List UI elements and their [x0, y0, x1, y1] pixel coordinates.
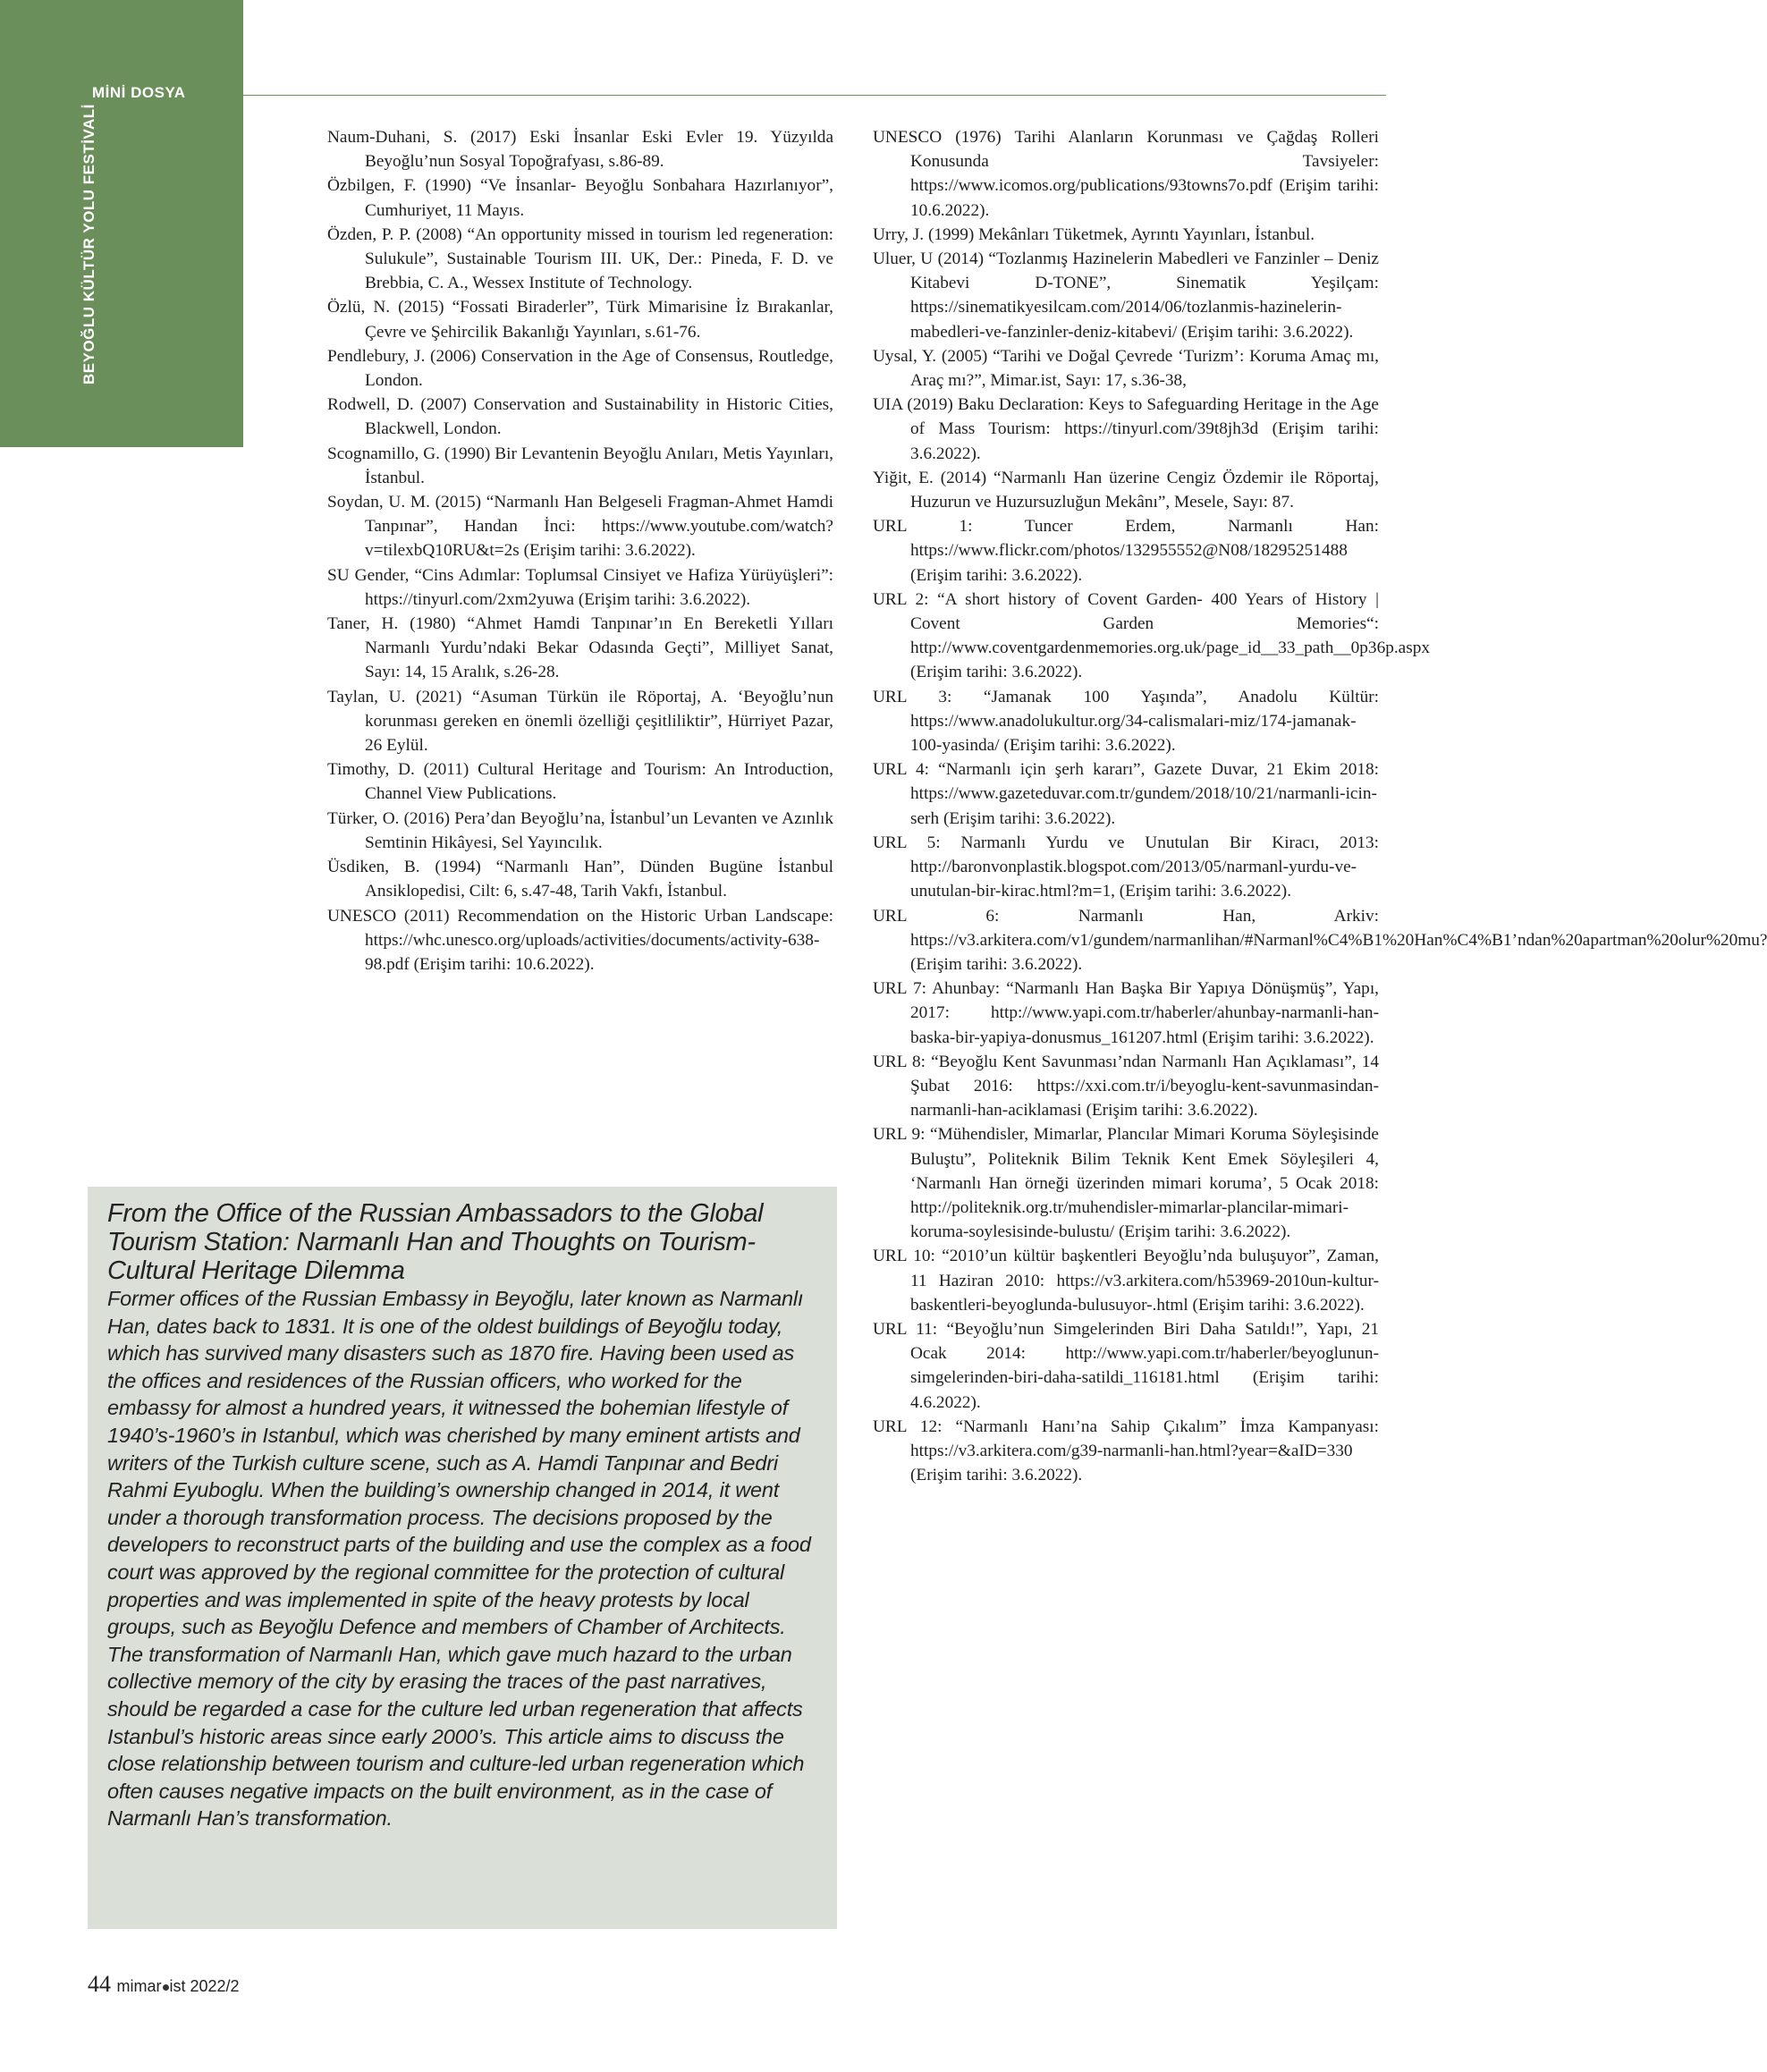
reference-entry: Özden, P. P. (2008) “An opportunity missed in tourism led regeneration: Sulukule”, Sustainable Tourism III. UK, Der.: Pineda, F. D. ve Brebbia, C. A., Wessex Institute of Technology.	[327, 224, 833, 293]
publication-name-left: mimar	[116, 1977, 162, 1995]
references-left-column	[327, 125, 833, 977]
publication-name	[117, 1977, 240, 1995]
abstract-title: From the Office of the Russian Ambassadors to the Global Tourism Station: Narmanlı Han and Thoughts on Tourism-Cultural Heritage Dilemma	[107, 1199, 764, 1285]
page-footer	[88, 1971, 240, 1998]
reference-entry: URL 10: “2010’un kültür başkentleri Beyoğlu’nda buluşuyor”, Zaman, 11 Haziran 2010: https://v3.arkitera.com/h53969-2010un-kultur-baskentleri-beyoglunda-bulusuyor-.html (Erişim tarihi: 3.6.2022).	[873, 1247, 1379, 1315]
reference-entry: Naum-Duhani, S. (2017) Eski İnsanlar Eski Evler 19. Yüzyılda Beyoğlu’nun Sosyal Topoğrafyası, s.86-89.	[327, 128, 833, 172]
reference-entry: Taner, H. (1980) “Ahmet Hamdi Tanpınar’ın En Bereketli Yılları Narmanlı Yurdu’ndaki Bekar Odasında Geçti”, Milliyet Sanat, Sayı: 14, 15 Aralık, s.26-28.	[327, 614, 833, 682]
green-header-bar	[0, 0, 243, 447]
english-abstract-box	[88, 1187, 837, 1929]
reference-entry: URL 12: “Narmanlı Hanı’na Sahip Çıkalım” İmza Kampanyası: https://v3.arkitera.com/g39-narmanli-han.html?year=&aID=330 (Erişim tarihi: 3.6.2022).	[873, 1417, 1379, 1485]
reference-entry: Türker, O. (2016) Pera’dan Beyoğlu’na, İstanbul’un Levanten ve Azınlık Semtinin Hikâyesi, Sel Yayıncılık.	[327, 808, 833, 852]
reference-entry: URL 4: “Narmanlı için şerh kararı”, Gazete Duvar, 21 Ekim 2018: https://www.gazeteduvar.com.tr/gundem/2018/10/21/narmanli-icin-serh (Erişim tarihi: 3.6.2022).	[873, 760, 1379, 828]
reference-entry: Uluer, U (2014) “Tozlanmış Hazinelerin Mabedleri ve Fanzinler – Deniz Kitabevi D-TONE”, Sinematik Yeşilçam: https://sinematikyesilcam.com/2014/06/tozlanmis-hazinelerin-mabedleri-ve-fanzinler-deniz-kitabevi/ (Erişim tarihi: 3.6.2022).	[873, 249, 1379, 342]
reference-entry: URL 11: “Beyoğlu’nun Simgelerinden Biri Daha Satıldı!”, Yapı, 21 Ocak 2014: http://www.yapi.com.tr/haberler/beyoglunun-simgelerinden-biri-daha-satildi_116181.html (Erişim tarihi: 4.6.2022).	[873, 1319, 1379, 1412]
reference-entry: UNESCO (1976) Tarihi Alanların Korunması ve Çağdaş Rolleri Konusunda Tavsiyeler: https://www.icomos.org/publications/93towns7o.pdf (Erişim tarihi: 10.6.2022).	[873, 128, 1379, 220]
bullet-icon	[163, 1984, 169, 1991]
reference-entry: URL 5: Narmanlı Yurdu ve Unutulan Bir Kiracı, 2013: http://baronvonplastik.blogspot.com/2013/05/narmanl-yurdu-ve-unutulan-bir-kirac.html?m=1, (Erişim tarihi: 3.6.2022).	[873, 833, 1379, 901]
reference-entry: URL 7: Ahunbay: “Narmanlı Han Başka Bir Yapıya Dönüşmüş”, Yapı, 2017: http://www.yapi.com.tr/haberler/ahunbay-narmanli-han-baska-bir-yapiya-donusmus_161207.html (Erişim tarihi: 3.6.2022).	[873, 979, 1379, 1047]
publication-name-right: ist 2022/2	[169, 1977, 240, 1995]
reference-entry: Timothy, D. (2011) Cultural Heritage and Tourism: An Introduction, Channel View Publications.	[327, 760, 833, 804]
reference-entry: Taylan, U. (2021) “Asuman Türkün ile Röportaj, A. ‘Beyoğlu’nun korunması gereken en önemli özelliği çeşitliliktir”, Hürriyet Pazar, 26 Eylül.	[327, 687, 833, 756]
reference-entry: Özbilgen, F. (1990) “Ve İnsanlar- Beyoğlu Sonbahara Hazırlanıyor”, Cumhuriyet, 11 Mayıs.	[327, 176, 833, 220]
reference-entry: Rodwell, D. (2007) Conservation and Sustainability in Historic Cities, Blackwell, London.	[327, 395, 833, 439]
header-rule	[188, 95, 1386, 96]
references-right-column	[873, 125, 1767, 1487]
reference-entry: UIA (2019) Baku Declaration: Keys to Safeguarding Heritage in the Age of Mass Tourism: https://tinyurl.com/39t8jh3d (Erişim tarihi: 3.6.2022).	[873, 395, 1379, 463]
abstract-body: Former offices of the Russian Embassy in Beyoğlu, later known as Narmanlı Han, dates back to 1831. It is one of the oldest buildings of Beyoğlu today, which has survived many disasters such as 1870 fire. Having been used as the offices and residences of the Russian officers, who worked for the embassy for almost a hundred years, it witnessed the bohemian lifestyle of 1940’s-1960’s in Istanbul, which was cherished by many eminent artists and writers of the Turkish culture scene, such as A. Hamdi Tanpınar and Bedri Rahmi Eyuboglu. When the building’s ownership changed in 2014, it went under a thorough transformation process. The decisions proposed by the developers to reconstruct parts of the building and use the complex as a food court was approved by the regional committee for the protection of cultural properties and was implemented in spite of the heavy protests by local groups, such as Beyoğlu Defence and members of Chamber of Architects. The transformation of Narmanlı Han, which gave much hazard to the urban collective memory of the city by erasing the traces of the past narratives, should be regarded a case for the culture led urban regeneration that affects Istanbul’s historic areas since early 2000’s. This article aims to discuss the close relationship between tourism and culture-led urban regeneration which often causes negative impacts on the built environment, as in the case of Narmanlı Han’s transformation.	[107, 1287, 811, 1831]
page-number: 44	[88, 1971, 111, 1997]
reference-entry: Üsdiken, B. (1994) “Narmanlı Han”, Dünden Bugüne İstanbul Ansiklopedisi, Cilt: 6, s.47-48, Tarih Vakfı, İstanbul.	[327, 858, 833, 901]
reference-entry: URL 9: “Mühendisler, Mimarlar, Plancılar Mimari Koruma Söyleşisinde Buluştu”, Politeknik Bilim Teknik Kent Emek Söyleşileri 4, ‘Narmanlı Han örneği üzerinden mimari koruma’, 5 Ocak 2018: http://politeknik.org.tr/muhendisler-mimarlar-plancilar-mimari-koruma-soylesisinde-bulustu/ (Erişim tarihi: 3.6.2022).	[873, 1125, 1379, 1242]
reference-entry: Özlü, N. (2015) “Fossati Biraderler”, Türk Mimarisine İz Bırakanlar, Çevre ve Şehircilik Bakanlığı Yayınları, s.61-76.	[327, 298, 833, 342]
section-label: MİNİ DOSYA	[92, 84, 186, 101]
reference-entry: Uysal, Y. (2005) “Tarihi ve Doğal Çevrede ‘Turizm’: Koruma Amaç mı, Araç mı?”, Mimar.ist, Sayı: 17, s.36-38,	[873, 346, 1379, 391]
reference-entry: URL 8: “Beyoğlu Kent Savunması’ndan Narmanlı Han Açıklaması”, 14 Şubat 2016: https://xxi.com.tr/i/beyoglu-kent-savunmasindan-narmanli-han-aciklamasi (Erişim tarihi: 3.6.2022).	[873, 1052, 1379, 1121]
reference-entry: URL 3: “Jamanak 100 Yaşında”, Anadolu Kültür: https://www.anadolukultur.org/34-calismalari-miz/174-jamanak-100-yasinda/ (Erişim tarihi: 3.6.2022).	[873, 687, 1379, 756]
reference-entry: URL 2: “A short history of Covent Garden- 400 Years of History | Covent Garden Memories“: http://www.coventgardenmemories.org.uk/page_id__33_path__0p36p.aspx (Erişim tarihi: 3.6.2022).	[873, 589, 1431, 682]
reference-entry: Soydan, U. M. (2015) “Narmanlı Han Belgeseli Fragman-Ahmet Hamdi Tanpınar”, Handan İnci: https://www.youtube.com/watch?v=tilexbQ10RU&t=2s (Erişim tarihi: 3.6.2022).	[327, 493, 833, 561]
reference-entry: Yiğit, E. (2014) “Narmanlı Han üzerine Cengiz Özdemir ile Röportaj, Huzurun ve Huzursuzluğun Mekânı”, Mesele, Sayı: 87.	[873, 468, 1379, 512]
vertical-section-title: BEYOĞLU KÜLTÜR YOLU FESTİVALİ	[80, 104, 97, 385]
reference-entry: Scognamillo, G. (1990) Bir Levantenin Beyoğlu Anıları, Metis Yayınları, İstanbul.	[327, 444, 833, 487]
reference-entry: Pendlebury, J. (2006) Conservation in the Age of Consensus, Routledge, London.	[327, 346, 833, 391]
reference-entry: UNESCO (2011) Recommendation on the Historic Urban Landscape: https://whc.unesco.org/uploads/activities/documents/activity-638-98.pdf (Erişim tarihi: 10.6.2022).	[327, 906, 833, 974]
reference-entry: SU Gender, “Cins Adımlar: Toplumsal Cinsiyet ve Hafiza Yürüyüşleri”: https://tinyurl.com/2xm2yuwa (Erişim tarihi: 3.6.2022).	[327, 565, 833, 609]
reference-entry: URL 6: Narmanlı Han, Arkiv: https://v3.arkitera.com/v1/gundem/narmanlihan/#Narmanl%C4%B1%20Han%C4%B1’ndan%20apartman%20olur%20mu? (Erişim tarihi: 3.6.2022).	[873, 906, 1767, 974]
reference-entry: URL 1: Tuncer Erdem, Narmanlı Han: https://www.flickr.com/photos/132955552@N08/18295251488 (Erişim tarihi: 3.6.2022).	[873, 517, 1379, 585]
reference-entry: Urry, J. (1999) Mekânları Tüketmek, Ayrıntı Yayınları, İstanbul.	[873, 224, 1315, 244]
